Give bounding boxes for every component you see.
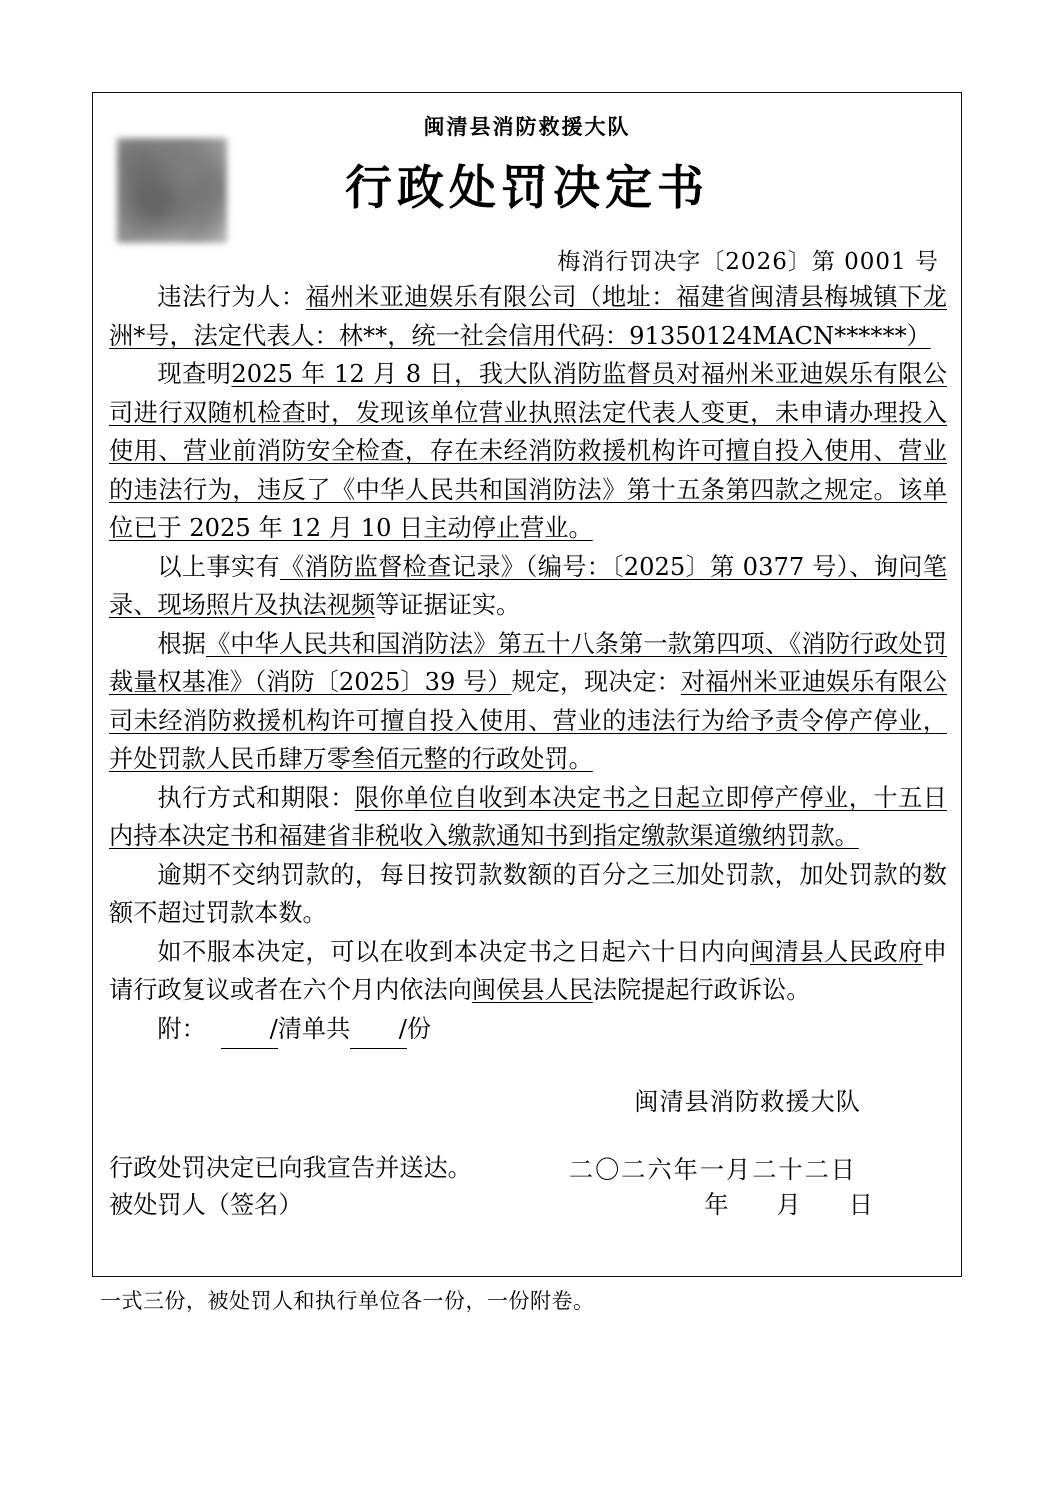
- attachment-blank-count[interactable]: /: [221, 1010, 278, 1050]
- service-month-label: 月: [776, 1191, 801, 1219]
- signing-organization: 闽清县消防救援大队: [634, 1088, 861, 1116]
- party-rep-name: 林**: [338, 321, 388, 350]
- paragraph-appeal-rights: [109, 933, 947, 1010]
- service-statement: 行政处罚决定已向我宣告并送达。: [109, 1154, 472, 1182]
- service-signer-label: 被处罚人（签名）: [109, 1191, 303, 1219]
- decision-document-frame: [92, 92, 962, 1277]
- agency-header-text: 闽清县消防救援大队: [423, 114, 631, 139]
- party-address: 福建省闽清县梅城镇下龙洲*号: [109, 283, 947, 350]
- facts-text: 2025 年 12 月 8 日，我大队消防监督员对福州米亚迪娱乐有限公司进行双随机检查时，发现该单位营业执照法定代表人变更，未申请办理投入使用、营业前消防安全检查，存在未经消防救援机构许可擅自投入使用、营业的违法行为，违反了《中华人民共和国消防法》第十五条第四款之规定。该单位已于 2025 年 12 月 10 日主动停止营业。: [109, 360, 947, 542]
- service-signature-row: [109, 1187, 945, 1224]
- basis-decision-text: 对福州米亚迪娱乐有限公司未经消防救援机构许可擅自投入使用、营业的违法行为给予责令停产停业，并处罚款人民币肆万零叁佰元整的行政处罚。: [109, 668, 947, 773]
- party-detail-close: ）: [906, 321, 931, 350]
- party-label: 违法行为人：: [157, 283, 306, 311]
- party-company: 福州米亚迪娱乐有限公司: [305, 283, 578, 311]
- document-header: [93, 93, 961, 278]
- attachment-mid-text: 清单共: [277, 1014, 351, 1043]
- paragraph-party: [109, 278, 947, 355]
- execution-text: 限你单位自收到本决定书之日起立即停产停业，十五日内持本决定书和福建省非税收入缴款通知书到指定缴款渠道缴纳罚款。: [109, 783, 947, 850]
- execution-lead: 执行方式和期限：: [157, 783, 355, 812]
- evidence-tail: 等证据证实。: [375, 591, 521, 619]
- attachment-unit: 份: [406, 1014, 432, 1043]
- party-credit-code: 91350124MACN******: [629, 321, 907, 350]
- appeal-government: 闽清县人民政府: [749, 937, 923, 966]
- basis-law-text: 《中华人民共和国消防法》第五十八条第一款第四项、《消防行政处罚裁量权基准》（消防〔2025〕39 号）: [109, 629, 947, 696]
- service-date-fields[interactable]: [704, 1187, 945, 1224]
- basis-lead: 根据: [157, 629, 206, 658]
- appeal-part-3: 法院提起行政诉讼。: [592, 976, 811, 1004]
- party-rep-label: ，法定代表人：: [169, 321, 339, 350]
- paragraph-legal-basis: [109, 625, 947, 779]
- appeal-part-1: 如不服本决定，可以在收到本决定书之日起六十日内向: [157, 937, 750, 966]
- footer-copies-note: 一式三份，被处罚人和执行单位各一份，一份附卷。: [100, 1289, 595, 1313]
- document-number: 梅消行罚决字〔2026〕第 0001 号: [557, 249, 939, 275]
- service-acknowledgment: [109, 1150, 945, 1224]
- document-body: [93, 278, 961, 1189]
- paragraph-facts: [109, 355, 947, 548]
- facts-lead: 现查明: [157, 360, 232, 388]
- paragraph-attachment: [109, 1010, 947, 1050]
- attachment-label: 附：: [157, 1014, 206, 1043]
- attachment-blank-copies[interactable]: /: [350, 1010, 407, 1050]
- page-title: 行政处罚决定书: [345, 161, 709, 216]
- service-year-label: 年: [704, 1191, 729, 1219]
- party-code-label: ，统一社会信用代码：: [387, 321, 630, 350]
- appeal-part-2: 申请行政复议或者在六个月内依法向: [109, 937, 947, 1004]
- appeal-court: 闽侯县人民: [471, 976, 593, 1004]
- paragraph-evidence: [109, 548, 947, 625]
- basis-mid: 规定，现决定：: [511, 668, 681, 696]
- paragraph-execution: [109, 779, 947, 856]
- paragraph-overdue-penalty: [109, 856, 947, 933]
- overdue-text: 逾期不交纳罚款的，每日按罚款数额的百分之三加处罚款，加处罚款的数额不超过罚款本数。: [109, 860, 947, 927]
- service-day-label: 日: [848, 1191, 873, 1219]
- evidence-lead: 以上事实有: [157, 552, 281, 581]
- evidence-text: 《消防监督检查记录》（编号：〔2025〕第 0377 号）、询问笔录、现场照片及执法视频: [109, 552, 947, 619]
- party-detail-open: （地址：: [577, 283, 676, 311]
- signing-date: 二〇二六年一月二十二日: [568, 1156, 857, 1184]
